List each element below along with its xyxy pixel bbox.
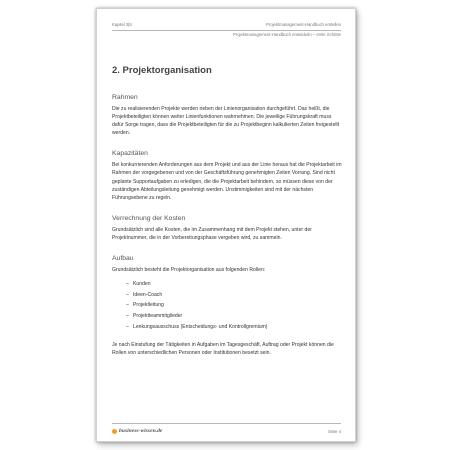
list-item: – Kunden: [126, 281, 151, 288]
footer-divider: [112, 423, 341, 424]
chapter-title: 2. Projektorganisation: [112, 65, 212, 76]
list-item: – Projektleitung: [126, 302, 164, 309]
page-number: Seite 4: [327, 429, 341, 434]
brand-logo: [112, 428, 162, 434]
role-label: Lenkungsausschuss (Entscheidungs- und Kontrollgremium): [133, 323, 268, 330]
roles-list: [126, 279, 344, 332]
header-subtitle: Projektmanagement-Handbuch entwickeln – erste Schritte: [233, 32, 341, 37]
section-heading: Rahmen: [112, 94, 138, 101]
section-text: Grundsätzlich besteht die Projektorganisation aus folgenden Rollen:: [112, 267, 266, 274]
section-text: Die zu realisierenden Projekte werden neben der Linienorganisation durchgeführt. Das heißt, die Projektbeteiligten können weiter Linienfunktionen wahrnehmen. Die jeweilige Führungskraft muss dafür Sorge tragen, dass die Projektbeteiligten für die zu Projektbeginn kalkulierten Zeiten freigestellt werden.: [112, 106, 340, 137]
section-heading: Aufbau: [112, 255, 134, 263]
header-title: Projektmanagement-Handbuch erstellen: [266, 22, 341, 27]
role-label: Projektleitung: [133, 302, 164, 309]
list-item: – Ideen-Coach: [126, 291, 163, 298]
role-label: Projektteammitglieder: [133, 312, 183, 319]
role-label: Ideen-Coach: [133, 291, 163, 298]
section-verrechnung: [112, 215, 344, 242]
section-aufbau: [112, 255, 344, 357]
section-heading: Verrechnung der Kosten: [112, 214, 186, 222]
logo-dot-icon: [112, 429, 117, 434]
section-text: Bei konkurrierenden Anforderungen aus dem Projekt und aus der Linie heraus hat die Projektarbeit im Rahmen der vorgegebenen und von der Geschäftsführung genehmigten Zeiten Vorrang. Sind nicht geplante Supportaufgaben zu erledigen, die die Projektarbeit behindern, so müssen diese von der zuständigen Abteilungsleitung genehmigt werden. Unstimmigkeiten sind mit der nächsten Führungsebene zu regeln.: [112, 162, 342, 201]
page-content: [112, 65, 344, 370]
list-item: – Projektteammitglieder: [126, 312, 183, 319]
list-item: – Lenkungsausschuss (Entscheidungs- und Kontrollgremium): [126, 323, 268, 330]
header-chapter: Kapitel 3|8: [112, 22, 132, 27]
section-closing-text: Je nach Einstufung der Tätigkeiten in Aufgaben im Tagesgeschäft, Auftrag oder Projekt können die Rollen von unterschiedlichen Personen oder Institutionen besetzt sein.: [112, 342, 334, 357]
header-divider: [112, 30, 341, 31]
role-label: Kunden: [133, 281, 151, 288]
section-text: Grundsätzlich sind alle Kosten, die im Zusammenhang mit dem Projekt stehen, unter der Projektnummer, die in der Vorbereitungsphase vergeben wird, zu sammeln.: [112, 226, 312, 241]
document-page: [96, 8, 356, 442]
section-heading: Kapazitäten: [112, 150, 148, 158]
logo-text: business-wissen.de: [119, 428, 163, 434]
section-rahmen: [112, 94, 344, 137]
section-kapazitaeten: [112, 150, 344, 201]
